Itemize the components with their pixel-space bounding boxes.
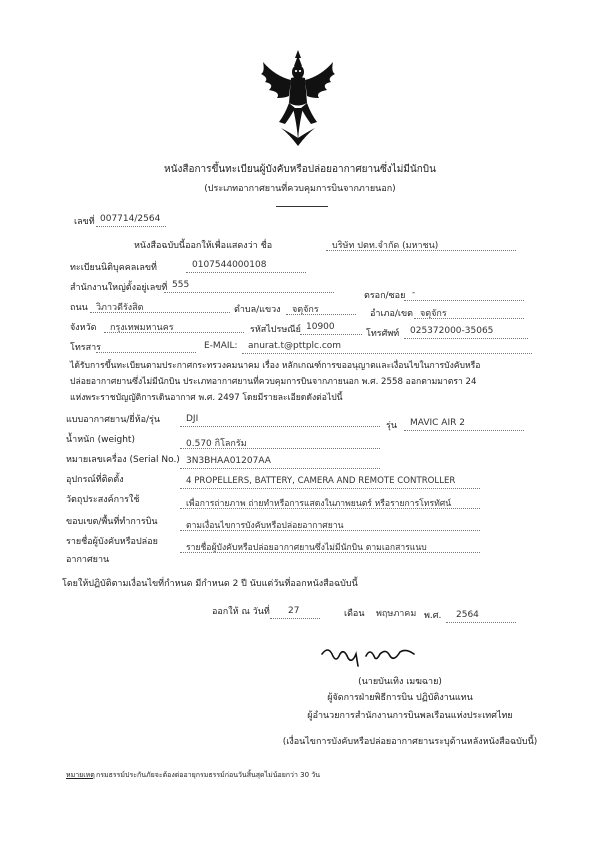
month-label: เดือน [344,609,365,619]
district-value: จตุจักร [420,309,447,319]
soi-value: - [412,288,416,298]
operator-value: รายชื่อผู้บังคับหรือปล่อยอากาศยานซึ่งไม่มีนักบิน ตามเอกสารแนบ [186,543,427,553]
soi-label: ตรอก/ซอย [364,291,406,301]
province-value: กรุงเทพมหานคร [110,323,174,333]
road-value: วิภาวดีรังสิต [96,303,144,313]
equipment-label: อุปกรณ์ที่ติดตั้ง [66,475,124,485]
serial-label: หมายเลขเครื่อง (Serial No.) [66,455,180,465]
certificate-number: 007714/2564 [100,214,161,224]
email-label: E-MAIL: [204,341,238,351]
hq-label: สำนักงานใหญ่ตั้งอยู่เลขที่ [70,283,168,293]
juristic-number: 0107544000108 [192,260,267,270]
document-title: หนังสือการขึ้นทะเบียนผู้บังคับหรือปล่อยอากาศยานซึ่งไม่มีนักบิน [164,164,436,175]
type-label: แบบอากาศยาน/ยี่ห้อ/รุ่น [66,415,161,425]
hq-number: 555 [172,280,190,290]
operator-label-1: รายชื่อผู้บังคับหรือปล่อย [66,537,158,547]
road-label: ถนน [70,303,88,313]
juristic-label: ทะเบียนนิติบุคคลเลขที่ [70,263,157,273]
purpose-label: วัตถุประสงค์การใช้ [66,495,140,505]
phone-value: 025372000-35065 [410,326,494,336]
issued-day: 27 [288,606,300,616]
document-subtitle: (ประเภทอากาศยานที่ควบคุมการบินจากภายนอก) [204,184,396,194]
area-label: ขอบเขต/พื้นที่ทำการบิน [66,517,158,527]
serial-value: 3N3BHAA01207AA [186,456,271,466]
purpose-value: เพื่อการถ่ายภาพ ถ่ายทำหรือการแสดงในภาพยนตร์ หรือรายการโทรทัศน์ [186,499,452,509]
validity-text: โดยให้ปฏิบัติตามเงื่อนไขที่กำหนด มีกำหนด 2 ปี นับแต่วันที่ออกหนังสือฉบับนี้ [62,579,358,589]
postcode-value: 10900 [306,322,335,332]
issued-label: ออกให้ ณ วันที่ [212,607,270,617]
weight-value: 0.570 กิโลกรัม [186,439,247,449]
signature [318,644,418,670]
postcode-label: รหัสไปรษณีย์ [250,325,301,335]
province-label: จังหวัด [70,323,97,333]
equipment-value: 4 PROPELLERS, BATTERY, CAMERA AND REMOTE CONTROLLER [186,476,456,486]
company-name: บริษัท ปตท.จำกัด (มหาชน) [332,241,439,251]
fax-label: โทรสาร [70,343,101,353]
number-label: เลขที่ [74,217,95,227]
title-underline [276,206,328,207]
issued-year: 2564 [456,610,479,620]
paragraph-line-2: ปล่อยอากาศยานซึ่งไม่มีนักบิน ประเภทอากาศยานที่ควบคุมการบินจากภายนอก พ.ศ. 2558 ออกตามมาตรา 24 [70,377,477,387]
signatory-position-1: ผู้จัดการฝ่ายพิธีการบิน ปฏิบัติงานแทน [327,693,473,703]
model-label: รุ่น [386,421,397,431]
operator-label-2: อากาศยาน [66,555,110,565]
paragraph-line-1: ได้รับการขึ้นทะเบียนตามประกาศกระทรวงคมนาคม เรื่อง หลักเกณฑ์การขออนุญาตและเงื่อนไขในการบังคับหรือ [70,361,481,371]
subdistrict-label: ตำบล/แขวง [234,305,281,315]
signatory-name: (นายบันเทิง เมฆฉาย) [358,677,442,687]
remark-label: หมายเหตุ [66,771,95,779]
year-label: พ.ศ. [424,611,442,621]
issued-month: พฤษภาคม [376,609,417,619]
phone-label: โทรศัพท์ [366,329,400,339]
model-value: MAVIC AIR 2 [410,418,465,428]
conditions-note: (เงื่อนไขการบังคับหรือปล่อยอากาศยานระบุด้านหลังหนังสือฉบับนี้) [282,737,538,747]
garuda-emblem [255,48,341,148]
weight-label: น้ำหนัก (weight) [66,435,135,445]
remark-text: กรมธรรม์ประกันภัยจะต้องต่ออายุกรมธรรม์ก่อนวันสิ้นสุดไม่น้อยกว่า 30 วัน [96,771,320,779]
email-value: anurat.t@pttplc.com [248,341,342,351]
paragraph-line-3: แห่งพระราชบัญญัติการเดินอากาศ พ.ศ. 2497 โดยมีรายละเอียดดังต่อไปนี้ [70,393,343,403]
signatory-position-2: ผู้อำนวยการสำนักงานการบินพลเรือนแห่งประเทศไทย [307,711,513,721]
certify-label: หนังสือฉบับนี้ออกให้เพื่อแสดงว่า ชื่อ [134,241,273,251]
district-label: อำเภอ/เขต [370,309,413,319]
brand-value: DJI [186,414,199,424]
subdistrict-value: จตุจักร [292,305,319,315]
area-value: ตามเงื่อนไขการบังคับหรือปล่อยอากาศยาน [186,521,344,531]
